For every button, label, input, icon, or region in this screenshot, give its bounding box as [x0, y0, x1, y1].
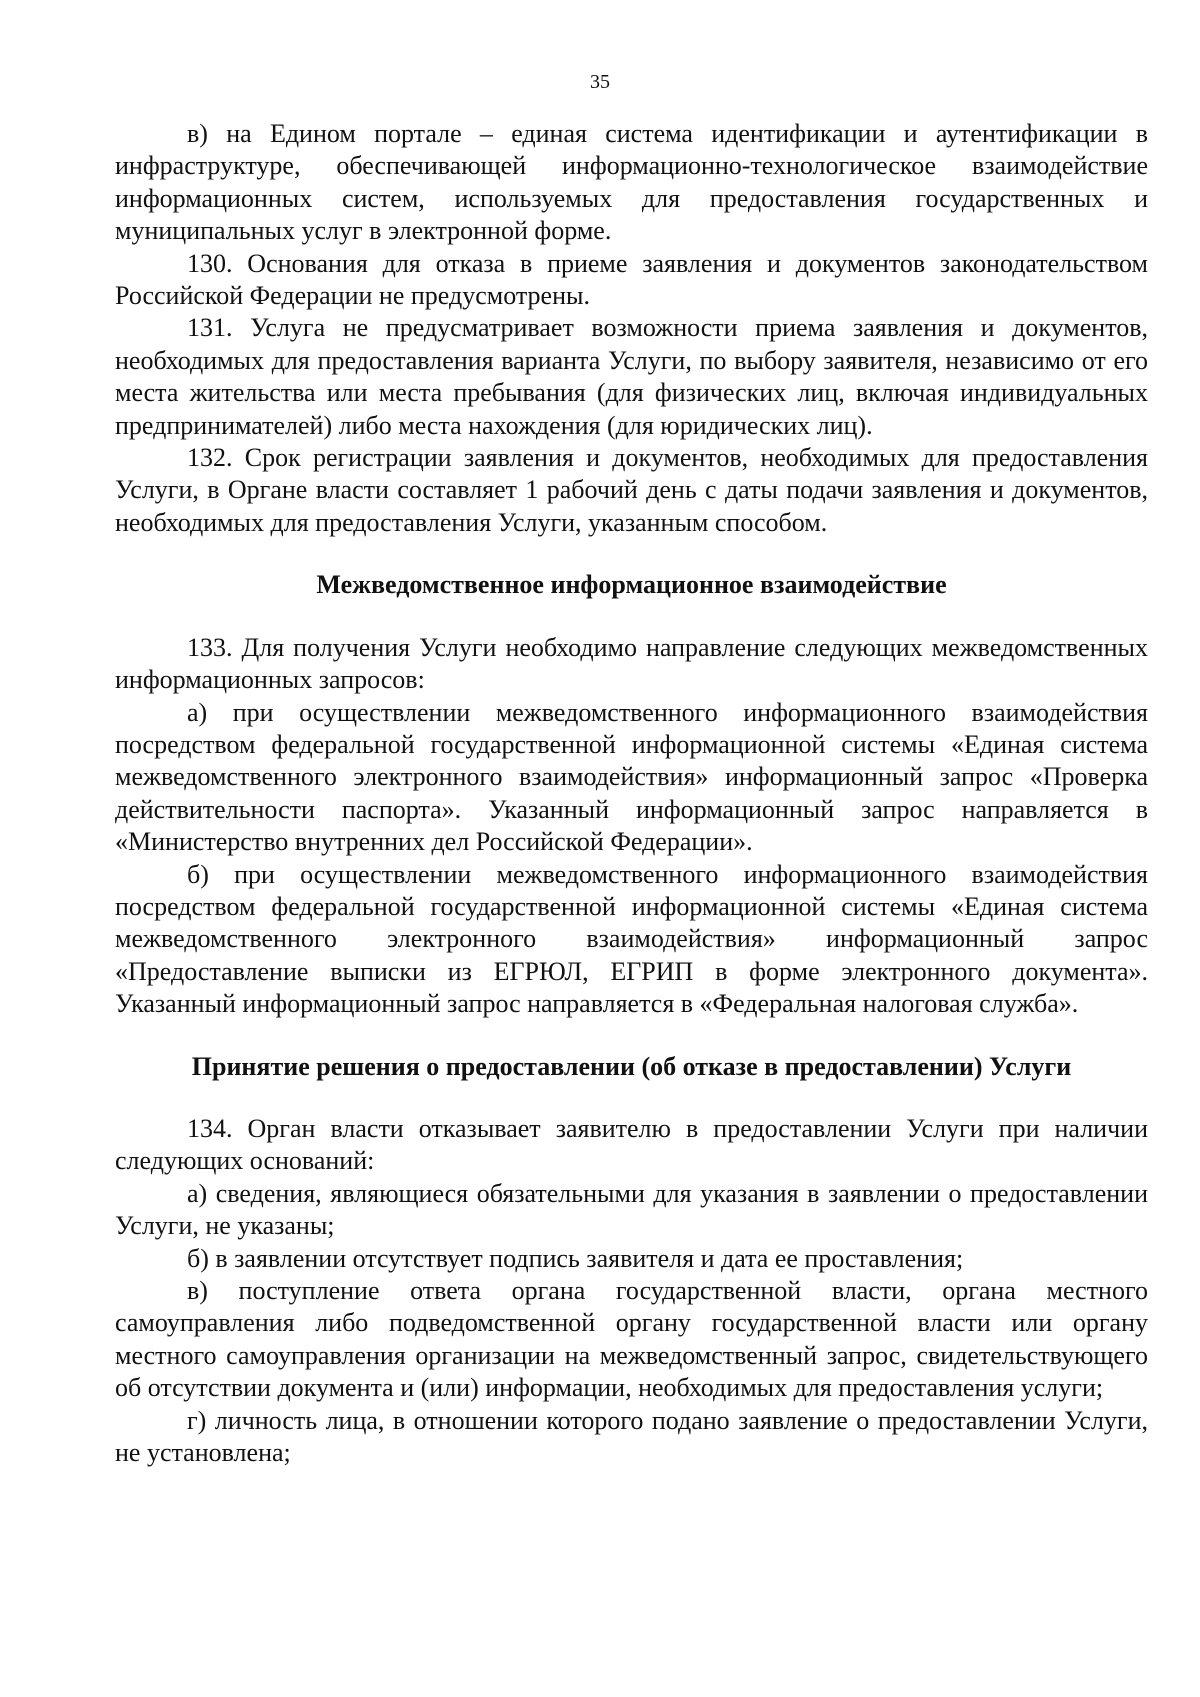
section-heading-decision: Принятие решения о предоставлении (об отказе в предоставлении) Услуги [191, 1051, 1072, 1081]
section-heading-interagency: Межведомственное информационное взаимодействие [316, 570, 947, 600]
paragraph-134-a: а) сведения, являющиеся обязательными для указания в заявлении о предоставлении Услуги, не указаны; [115, 1178, 1148, 1241]
document-body [115, 118, 1148, 1469]
paragraph-133-a: а) при осуществлении межведомственного информационного взаимодействия посредством федеральной государственной информационной системы «Единая система межведомственного электронного взаимодействия» информационный запрос «Проверка действительности паспорта». Указанный информационный запрос направляется в «Министерство внутренних дел Российской Федерации». [115, 697, 1148, 857]
paragraph-134-b: б) в заявлении отсутствует подпись заявителя и дата ее проставления; [187, 1243, 964, 1273]
paragraph-132: 132. Срок регистрации заявления и документов, необходимых для предоставления Услуги, в Органе власти составляет 1 рабочий день с даты подачи заявления и документов, необходимых для предоставления Услуги, указанным способом. [115, 443, 1148, 537]
paragraph-134-g: г) личность лица, в отношении которого подано заявление о предоставлении Услуги, не установлена; [115, 1405, 1148, 1468]
page-number: 35 [590, 71, 610, 93]
paragraph-131: 131. Услуга не предусматривает возможности приема заявления и документов, необходимых для предоставления варианта Услуги, по выбору заявителя, независимо от его места жительства или места пребывания (для физических лиц, включая индивидуальных предпринимателей) либо места нахождения (для юридических лиц). [115, 313, 1148, 440]
paragraph-134: 134. Орган власти отказывает заявителю в предоставлении Услуги при наличии следующих оснований: [115, 1113, 1148, 1176]
paragraph-v-portal: в) на Едином портале – единая система идентификации и аутентификации в инфраструктуре, обеспечивающей информационно-технологическое взаимодействие информационных систем, используемых для предоставления государственных и муниципальных услуг в электронной форме. [115, 119, 1148, 246]
paragraph-134-v: в) поступление ответа органа государственной власти, органа местного самоуправления либо подведомственной органу государственной власти или органу местного самоуправления организации на межведомственный запрос, свидетельствующего об отсутствии документа и (или) информации, необходимых для предоставления услуги; [115, 1276, 1148, 1403]
paragraph-133-b: б) при осуществлении межведомственного информационного взаимодействия посредством федеральной государственной информационной системы «Единая система межведомственного электронного взаимодействия» информационный запрос «Предоставление выписки из ЕГРЮЛ, ЕГРИП в форме электронного документа». Указанный информационный запрос направляется в «Федеральная налоговая служба». [115, 859, 1148, 1019]
paragraph-130: 130. Основания для отказа в приеме заявления и документов законодательством Российской Федерации не предусмотрены. [115, 248, 1148, 311]
paragraph-133: 133. Для получения Услуги необходимо направление следующих межведомственных информационных запросов: [115, 632, 1148, 695]
